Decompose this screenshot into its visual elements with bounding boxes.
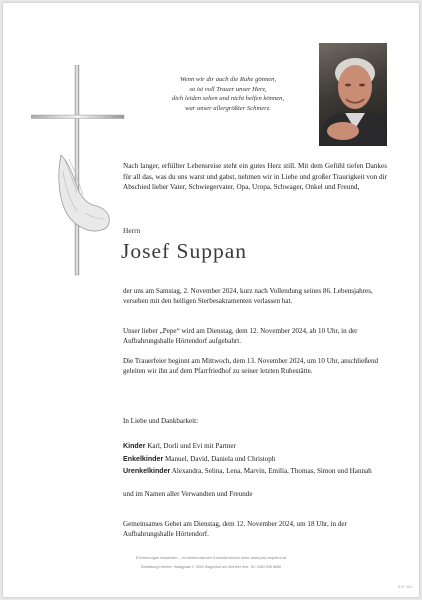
family-names: Alexandra, Selina, Lena, Marvin, Emilia, Thomas, Simon und Hannah — [171, 467, 372, 476]
obituary-sheet — [3, 3, 419, 597]
family-label: Urenkelkinder — [123, 467, 171, 476]
closing-line: und im Namen aller Verwandten und Freunde — [123, 490, 253, 498]
poem — [143, 75, 313, 113]
intro-paragraph: Nach langer, erfüllter Lebensreise steht ein gutes Herz still. Mit dem Gefühl tiefen Dankes für all das, was du uns warst und gabst, nehmen wir in Liebe und großer Traurigkeit von dir Abschied lieber Vater, Schwiegervater, Opa, Uropa, Schwager, Onkel und Freund, — [123, 162, 387, 192]
salutation: Herrn — [123, 226, 141, 235]
portrait-photo — [319, 43, 387, 146]
print-code: B 57 V6/1 — [398, 585, 413, 589]
poem-line: so ist voll Trauer unser Herz, — [189, 85, 267, 93]
poem-line: war unser allergrößter Schmerz. — [185, 104, 271, 112]
family-row — [123, 441, 385, 452]
family-row — [123, 466, 385, 477]
footer-condolence: Erinnerungen bewahren – im elektronischen Kondolenzbuch unter www.pax-requiem.at — [135, 555, 287, 560]
family-label: Enkelkinder — [123, 454, 164, 463]
family-names: Karl, Dorli und Evi mit Partner — [147, 442, 236, 450]
poem-line: dich leiden sehen und nicht helfen können, — [171, 95, 285, 103]
funeral-info: Die Trauerfeier beginnt am Mittwoch, dem 13. November 2024, um 10 Uhr, anschließend geleiten wir ihn auf dem Pfarrfriedhof zu seiner letzten Ruhestätte. — [123, 357, 379, 376]
family-label: Kinder — [123, 442, 146, 450]
family-list — [123, 441, 385, 479]
poem-line: Wenn wir dir auch die Ruhe gönnen, — [179, 76, 277, 83]
death-notice: der uns am Samstag, 2. November 2024, kurz nach Vollendung seines 86. Lebensjahres, versehen mit den heiligen Sterbesakramenten verlassen hat. — [123, 287, 373, 306]
family-row — [123, 454, 385, 465]
gratitude-line: In Liebe und Dankbarkeit: — [123, 417, 199, 425]
family-names: Manuel, David, Daniela und Christoph — [165, 454, 276, 463]
deceased-name: Josef Suppan — [121, 239, 248, 263]
praying-hands-icon — [51, 153, 115, 233]
prayer-info: Gemeinsames Gebet am Dienstag, dem 12. November 2024, um 18 Uhr, in der Aufbahrungshalle Hörtendorf. — [123, 520, 347, 539]
footer-address: Bestattung Kärnten, Waagplatz 2, 9020 Klagenfurt am Wörther See, Tel. 0463 596 8888 — [141, 565, 281, 569]
viewing-info: Unser lieber „Pepe“ wird am Dienstag, dem 12. November 2024, ab 10 Uhr, in der Aufbahrungshalle Hörtendorf aufgebahrt. — [123, 327, 358, 346]
